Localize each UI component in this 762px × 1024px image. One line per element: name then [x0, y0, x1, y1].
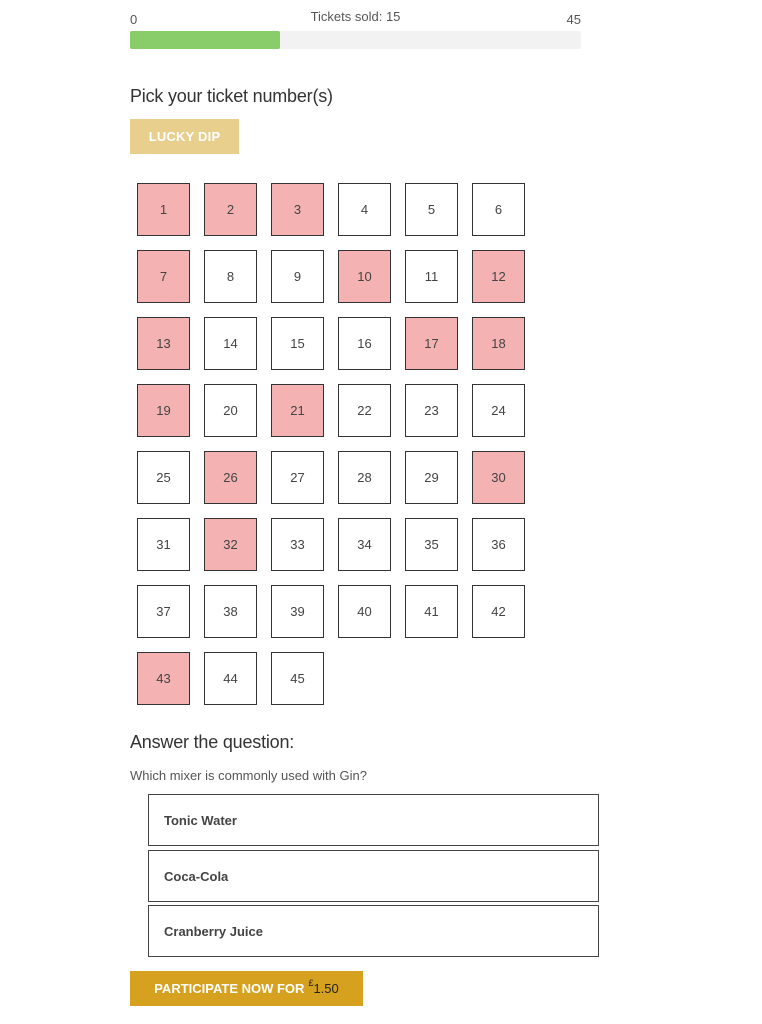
quiz-question: Which mixer is commonly used with Gin? — [130, 768, 367, 783]
ticket-19-sold: 19 — [137, 384, 190, 437]
ticket-27[interactable]: 27 — [271, 451, 324, 504]
progress-bar-fill — [130, 31, 280, 49]
ticket-31[interactable]: 31 — [137, 518, 190, 571]
ticket-23[interactable]: 23 — [405, 384, 458, 437]
ticket-40[interactable]: 40 — [338, 585, 391, 638]
ticket-29[interactable]: 29 — [405, 451, 458, 504]
ticket-6[interactable]: 6 — [472, 183, 525, 236]
ticket-3-sold: 3 — [271, 183, 324, 236]
ticket-18-sold: 18 — [472, 317, 525, 370]
price-value: 1.50 — [313, 981, 339, 996]
ticket-22[interactable]: 22 — [338, 384, 391, 437]
ticket-14[interactable]: 14 — [204, 317, 257, 370]
ticket-17-sold: 17 — [405, 317, 458, 370]
ticket-5[interactable]: 5 — [405, 183, 458, 236]
ticket-43-sold: 43 — [137, 652, 190, 705]
ticket-12-sold: 12 — [472, 250, 525, 303]
participate-button[interactable] — [130, 971, 363, 1006]
answer-option-coca-cola[interactable]: Coca-Cola — [148, 850, 599, 902]
ticket-16[interactable]: 16 — [338, 317, 391, 370]
ticket-10-sold: 10 — [338, 250, 391, 303]
lucky-dip-button[interactable]: LUCKY DIP — [130, 119, 239, 154]
ticket-2-sold: 2 — [204, 183, 257, 236]
ticket-15[interactable]: 15 — [271, 317, 324, 370]
ticket-41[interactable]: 41 — [405, 585, 458, 638]
ticket-28[interactable]: 28 — [338, 451, 391, 504]
ticket-grid — [137, 183, 525, 705]
progress-bar — [130, 31, 581, 49]
ticket-33[interactable]: 33 — [271, 518, 324, 571]
progress-min-label: 0 — [130, 12, 138, 27]
ticket-9[interactable]: 9 — [271, 250, 324, 303]
ticket-7-sold: 7 — [137, 250, 190, 303]
ticket-35[interactable]: 35 — [405, 518, 458, 571]
ticket-45[interactable]: 45 — [271, 652, 324, 705]
ticket-38[interactable]: 38 — [204, 585, 257, 638]
ticket-42[interactable]: 42 — [472, 585, 525, 638]
ticket-36[interactable]: 36 — [472, 518, 525, 571]
ticket-25[interactable]: 25 — [137, 451, 190, 504]
ticket-44[interactable]: 44 — [204, 652, 257, 705]
quiz-heading: Answer the question: — [130, 732, 295, 752]
ticket-37[interactable]: 37 — [137, 585, 190, 638]
ticket-30-sold: 30 — [472, 451, 525, 504]
ticket-20[interactable]: 20 — [204, 384, 257, 437]
ticket-34[interactable]: 34 — [338, 518, 391, 571]
tickets-sold-label: Tickets sold: 15 — [310, 9, 401, 24]
ticket-13-sold: 13 — [137, 317, 190, 370]
ticket-32-sold: 32 — [204, 518, 257, 571]
ticket-39[interactable]: 39 — [271, 585, 324, 638]
progress-max-label: 45 — [566, 12, 581, 27]
ticket-24[interactable]: 24 — [472, 384, 525, 437]
pick-heading: Pick your ticket number(s) — [130, 86, 333, 106]
answer-option-cranberry-juice[interactable]: Cranberry Juice — [148, 905, 599, 957]
ticket-11[interactable]: 11 — [405, 250, 458, 303]
ticket-21-sold: 21 — [271, 384, 324, 437]
ticket-8[interactable]: 8 — [204, 250, 257, 303]
currency-symbol: £ — [308, 978, 314, 988]
ticket-4[interactable]: 4 — [338, 183, 391, 236]
ticket-26-sold: 26 — [204, 451, 257, 504]
participate-label: PARTICIPATE NOW FOR — [154, 981, 305, 996]
ticket-1-sold: 1 — [137, 183, 190, 236]
answer-option-tonic-water[interactable]: Tonic Water — [148, 794, 599, 846]
price — [308, 978, 339, 996]
